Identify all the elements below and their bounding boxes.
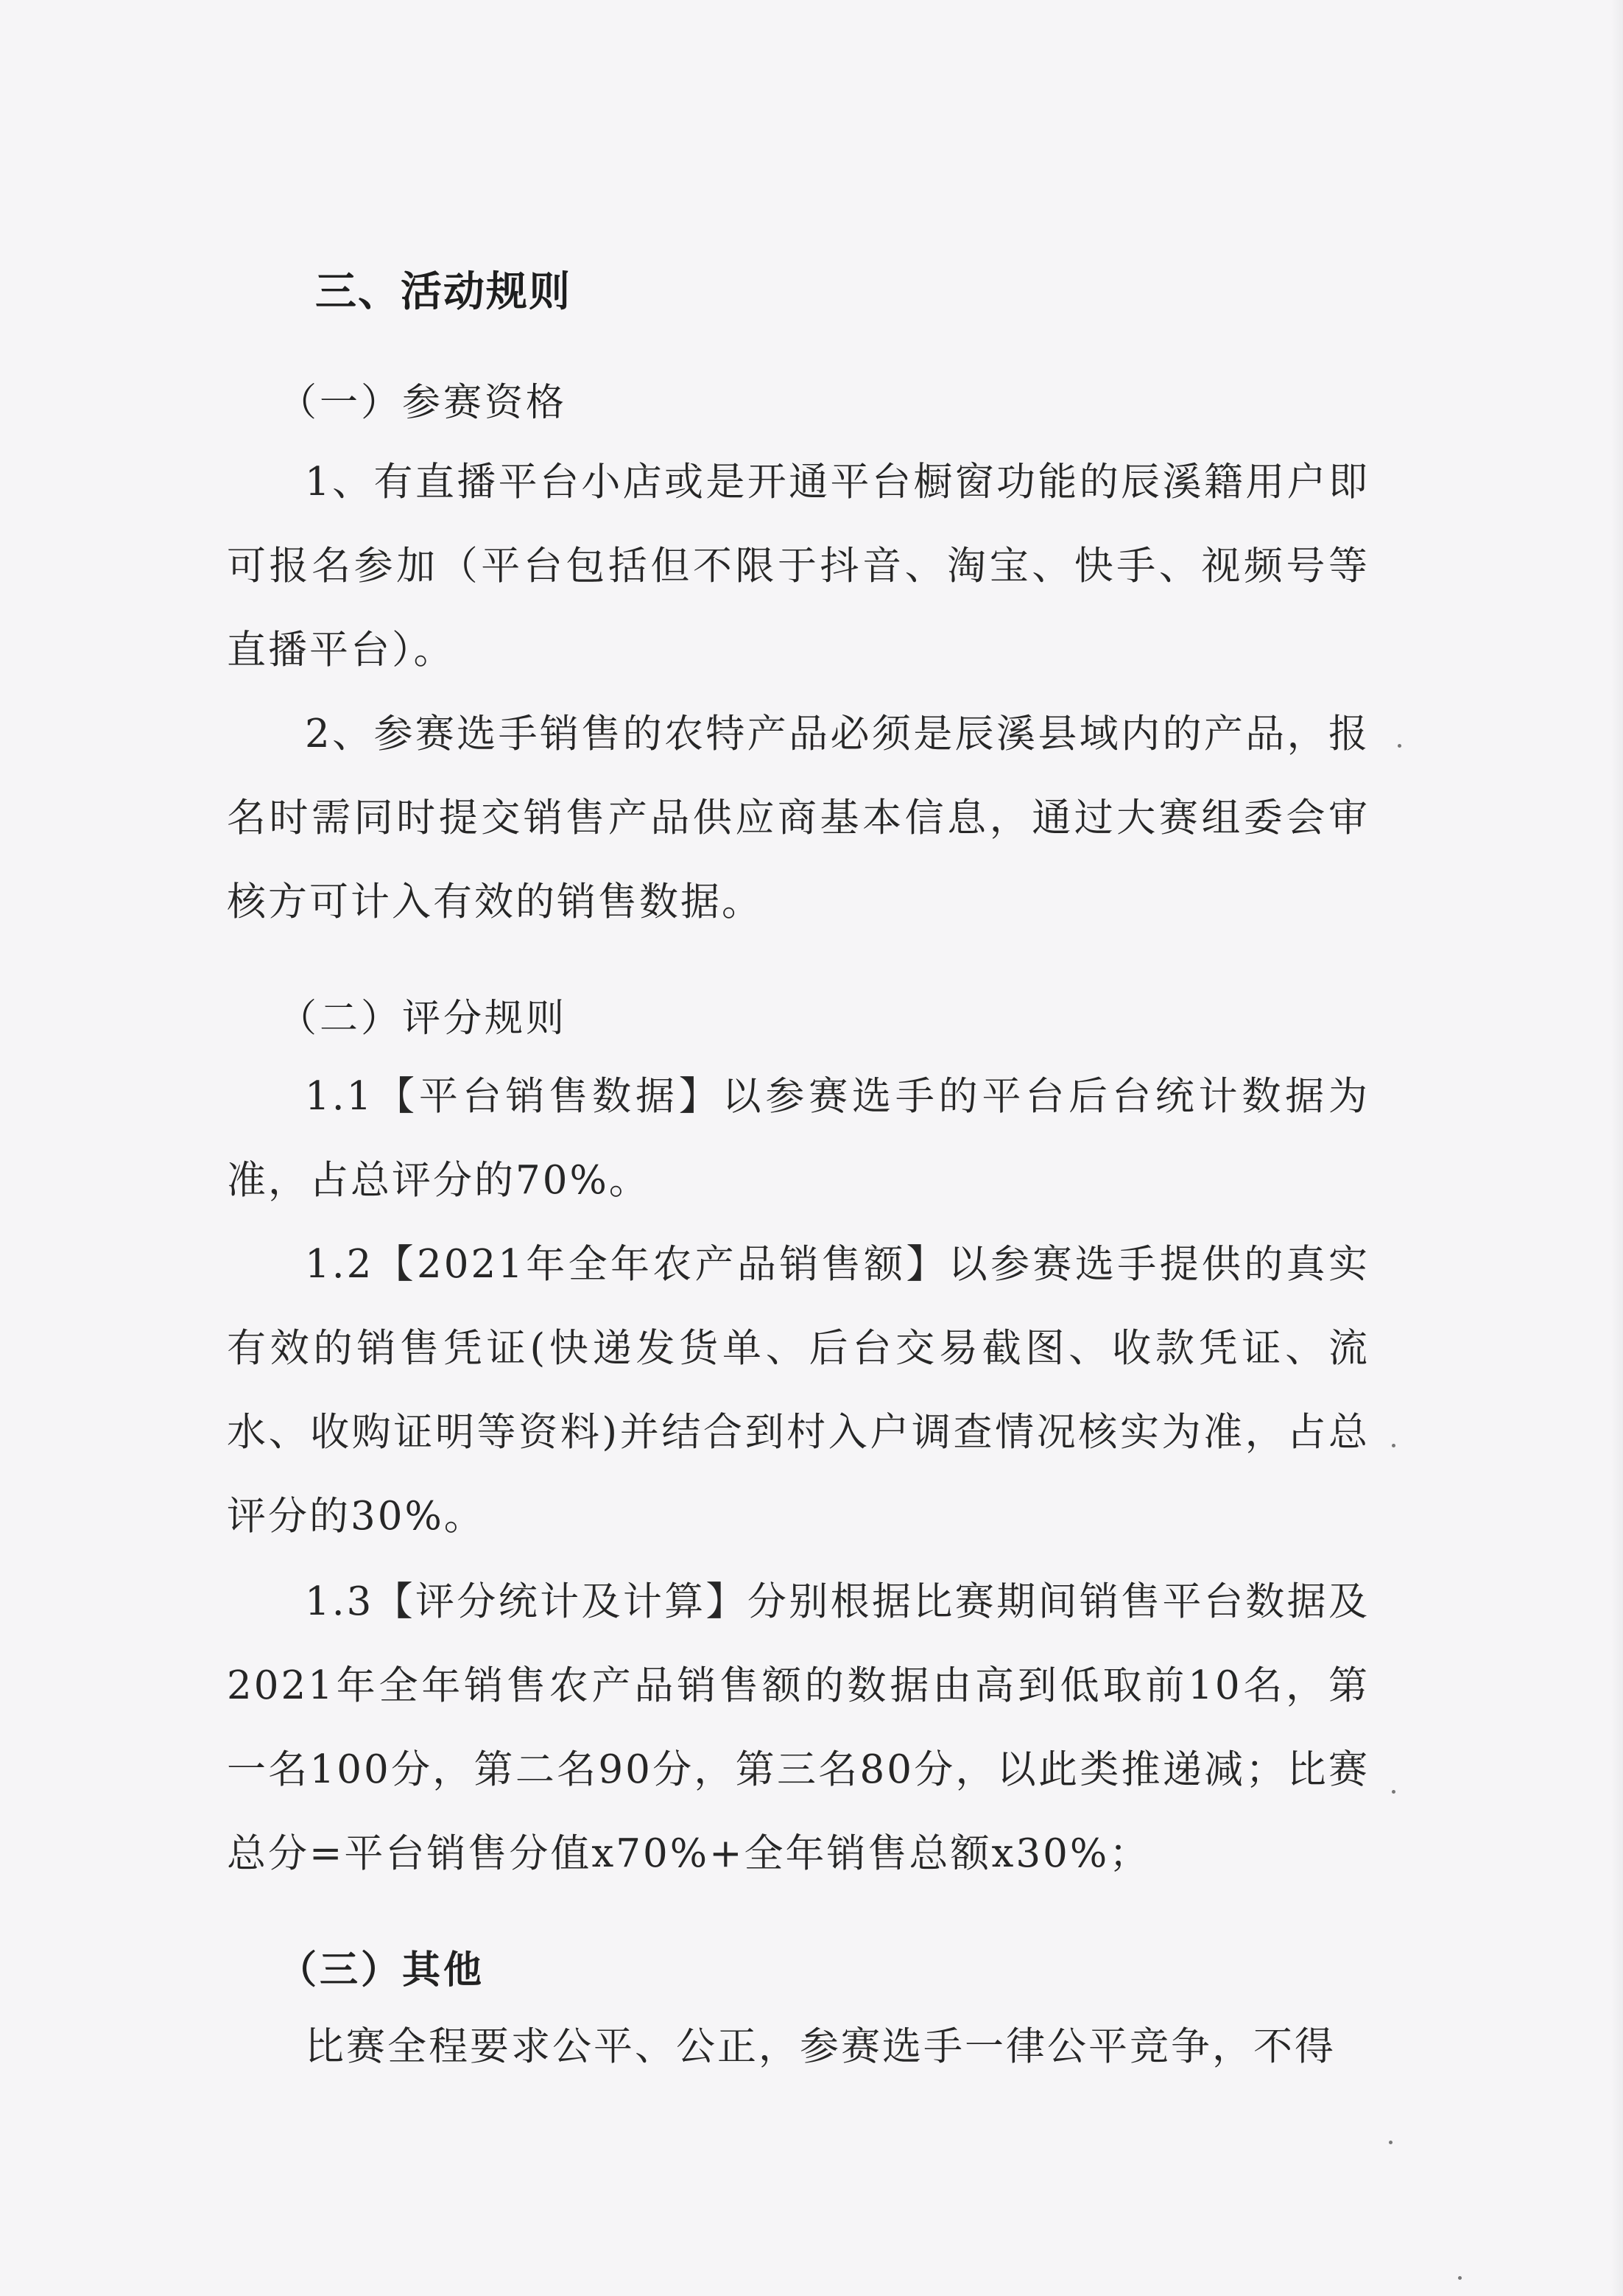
paragraph-scoring-1-2: 1.2【2021年全年农产品销售额】以参赛选手提供的真实有效的销售凭证(快递发货单、后台交易截图、收款凭证、流水、收购证明等资料)并结合到村入户调查情况核实为准，占总评分的30%。 (227, 1242, 1370, 1539)
paragraph-eligibility-1: 1、有直播平台小店或是开通平台橱窗功能的辰溪籍用户即可报名参加（平台包括但不限于抖音、淘宝、快手、视频号等直播平台）。 (227, 460, 1370, 673)
scan-speck (1392, 1444, 1395, 1447)
scan-speck (1392, 1790, 1395, 1794)
subsection-heading-other: （三）其他 (278, 1948, 485, 1993)
paragraph-other-1: 比赛全程要求公平、公正，参赛选手一律公平竞争，不得 (305, 2024, 1336, 2069)
paragraph-eligibility-2: 2、参赛选手销售的农特产品必须是辰溪县域内的产品，报名时需同时提交销售产品供应商基本信息，通过大赛组委会审核方可计入有效的销售数据。 (227, 712, 1370, 924)
subsection-heading-eligibility: （一）参赛资格 (278, 381, 568, 425)
scan-speck (1389, 2141, 1393, 2144)
scan-speck (1398, 744, 1401, 748)
paragraph-scoring-1-1: 1.1【平台销售数据】以参赛选手的平台后台统计数据为准，占总评分的70%。 (227, 1074, 1370, 1203)
page-edge-shadow (1611, 0, 1623, 2296)
scan-speck (1458, 2276, 1462, 2280)
subsection-heading-scoring: （二）评分规则 (278, 997, 568, 1041)
paragraph-scoring-1-3: 1.3【评分统计及计算】分别根据比赛期间销售平台数据及2021年全年销售农产品销售额的数据由高到低取前10名，第一名100分，第二名90分，第三名80分，以此类推递减；比赛总分=平台销售分值x70%+全年销售总额x30%； (227, 1579, 1370, 1876)
section-heading: 三、活动规则 (315, 268, 571, 316)
